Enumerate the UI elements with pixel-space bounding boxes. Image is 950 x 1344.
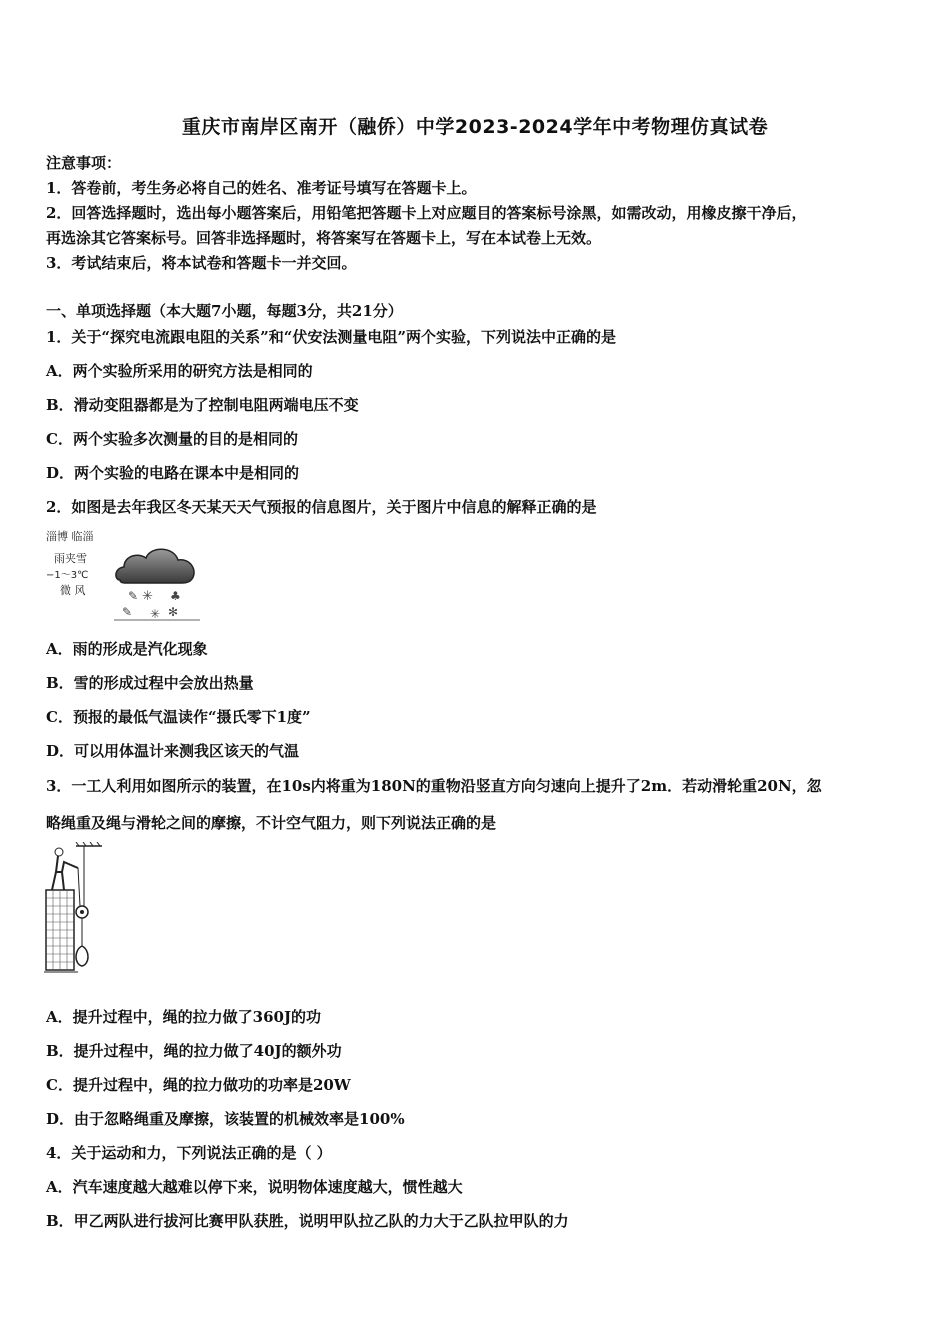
question-2-option-c: C．预报的最低气温读作“摄氏零下1度”: [46, 708, 311, 726]
svg-text:♣: ♣: [170, 589, 181, 603]
notice-heading: 注意事项：: [46, 154, 122, 172]
question-3-option-c: C．提升过程中，绳的拉力做功的功率是20W: [46, 1076, 351, 1094]
question-3-option-d: D．由于忽略绳重及摩擦，该装置的机械效率是100%: [46, 1110, 405, 1128]
rain-snow-cloud-icon: [112, 542, 202, 622]
weather-temperature-label: −1～3℃: [46, 570, 89, 581]
notice-item: 再选涂其它答案标号。回答非选择题时，将答案写在答题卡上，写在本试卷上无效。: [46, 229, 602, 247]
question-4-stem: 4．关于运动和力，下列说法正确的是（ ）: [46, 1144, 332, 1162]
question-2-stem: 2．如图是去年我区冬天某天天气预报的信息图片，关于图片中信息的解释正确的是: [46, 498, 597, 516]
weather-city-label: 淄博 临淄: [46, 530, 94, 543]
weather-wind-label: 微 风: [60, 584, 86, 597]
question-4-option-b: B．甲乙两队进行拔河比赛甲队获胜，说明甲队拉乙队的力大于乙队拉甲队的力: [46, 1212, 569, 1230]
weather-condition-label: 雨夹雪: [54, 552, 87, 565]
question-1-option-a: A．两个实验所采用的研究方法是相同的: [46, 362, 313, 380]
question-2-option-a: A．雨的形成是汽化现象: [46, 640, 208, 658]
question-1-stem: 1．关于“探究电流跟电阻的关系”和“伏安法测量电阻”两个实验，下列说法中正确的是: [46, 328, 616, 346]
question-1-option-c: C．两个实验多次测量的目的是相同的: [46, 430, 298, 448]
svg-text:✻: ✻: [168, 605, 179, 619]
section-heading: 一、单项选择题（本大题7小题，每题3分，共21分）: [46, 302, 403, 320]
svg-text:✎: ✎: [122, 605, 133, 619]
question-2-option-d: D．可以用体温计来测我区该天的气温: [46, 742, 300, 760]
svg-text:✎: ✎: [128, 589, 139, 603]
question-1-option-b: B．滑动变阻器都是为了控制电阻两端电压不变: [46, 396, 359, 414]
notice-item: 2．回答选择题时，选出每小题答案后，用铅笔把答题卡上对应题目的答案标号涂黑，如需改动，用橡皮擦干净后，: [46, 204, 807, 222]
notice-item: 3．考试结束后，将本试卷和答题卡一并交回。: [46, 254, 357, 272]
question-3-option-a: A．提升过程中，绳的拉力做了360J的功: [46, 1008, 322, 1026]
question-3-option-b: B．提升过程中，绳的拉力做了40J的额外功: [46, 1042, 342, 1060]
notice-item: 1．答卷前，考生务必将自己的姓名、准考证号填写在答题卡上。: [46, 179, 477, 197]
question-3-stem-line-1: 3．一工人利用如图所示的装置，在10s内将重为180N的重物沿竖直方向匀速向上提升了2m．若动滑轮重20N，忽: [46, 777, 822, 795]
pulley-worker-figure: [44, 842, 108, 974]
svg-text:✳: ✳: [142, 589, 153, 604]
question-2-option-b: B．雪的形成过程中会放出热量: [46, 674, 254, 692]
exam-title: 重庆市南岸区南开（融侨）中学2023-2024学年中考物理仿真试卷: [181, 116, 769, 138]
question-4-option-a: A．汽车速度越大越难以停下来，说明物体速度越大，惯性越大: [46, 1178, 463, 1196]
question-3-stem-line-2: 略绳重及绳与滑轮之间的摩擦，不计空气阻力，则下列说法正确的是: [46, 814, 497, 832]
svg-text:✳: ✳: [150, 607, 161, 621]
weather-forecast-figure: [44, 524, 204, 624]
question-1-option-d: D．两个实验的电路在课本中是相同的: [46, 464, 300, 482]
